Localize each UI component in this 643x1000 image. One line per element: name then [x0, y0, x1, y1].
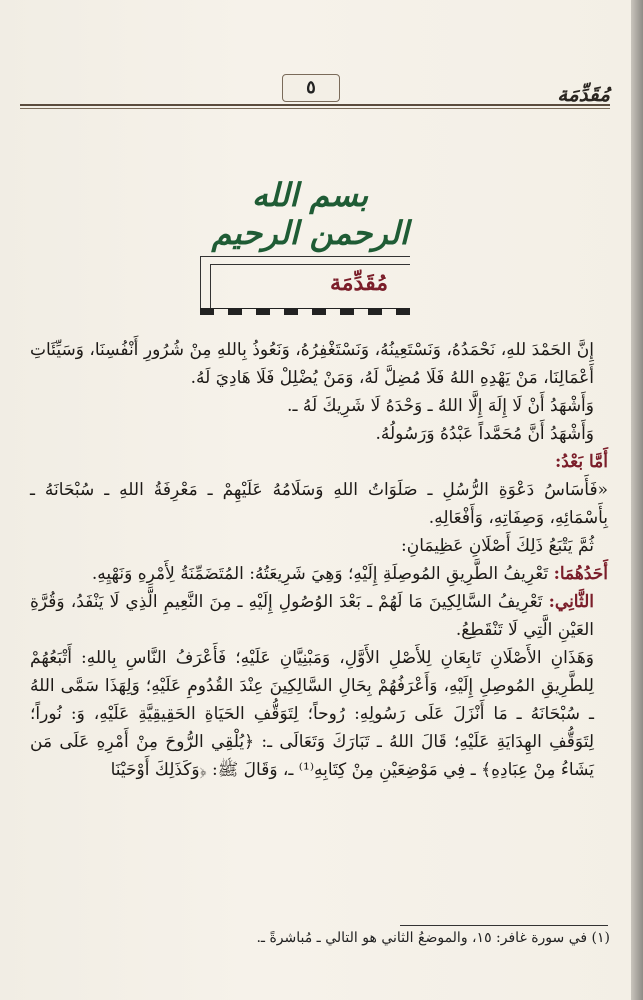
body-text: [30, 336, 608, 784]
paragraph: ثُمَّ يَتْبَعُ ذَلِكَ أَصْلَانِ عَظِيمَانِ:: [400, 536, 594, 556]
running-header: [20, 77, 610, 106]
paragraph-label: الثَّانِي:: [548, 592, 595, 612]
header-title: مُقَدِّمَة: [557, 82, 610, 106]
paragraph-label: أَحَدُهُمَا:: [553, 564, 608, 584]
paragraph: الثَّانِي: تَعْرِيفُ السَّالِكِينَ مَا لَهُمْ ـ بَعْدَ الوُصُولِ إِلَيْهِ ـ مِنَ النَّعِيمِ الَّذِي لَا يَنْفَدُ، وَقُرَّةِ العَيْنِ الَّتِي لَا تَنْقَطِعُ.: [30, 592, 595, 640]
footnote: (١) في سورة غافر: ١٥، والموضعُ الثاني هو التالي ـ مُباشرةً ـ.: [256, 930, 610, 946]
paragraph: وَأَشْهَدُ أَنْ لَا إِلَهَ إِلَّا اللهُ ـ وَحْدَهُ لَا شَرِيكَ لَهُ ـ.: [287, 396, 594, 416]
page-edge: [631, 0, 643, 1000]
paragraph: [30, 448, 608, 476]
header-rule-thin: [20, 108, 610, 109]
footnote-rule: [400, 925, 608, 926]
paragraph: وَأَشْهَدُ أَنَّ مُحَمَّداً عَبْدُهُ وَرَسُولُهُ.: [375, 424, 594, 444]
paragraph-label: أَمَّا بَعْدُ:: [554, 452, 608, 472]
paragraph: إِنَّ الحَمْدَ للهِ، نَحْمَدُهُ، وَنَسْتَعِينُهُ، وَنَسْتَغْفِرُهُ، وَنَعُوذُ بِاللهِ مِنْ شُرُورِ أَنْفُسِنَا، وَسَيِّئَاتِ أَعْمَالِنَا، مَنْ يَهْدِهِ اللهُ فَلَا مُضِلَّ لَهُ، وَمَنْ يُضْلِلْ فَلَا هَادِيَ لَهُ.: [30, 340, 594, 388]
paragraph: أَحَدُهُمَا: تَعْرِيفُ الطَّرِيقِ المُوصِلَةِ إِلَيْهِ؛ وَهِيَ شَرِيعَتُهُ: المُتَضَمِّنَةُ لِأَمْرِهِ وَنَهْيِهِ.: [91, 564, 608, 584]
paragraph: «فَأَسَاسُ دَعْوَةِ الرُّسُلِ ـ صَلَوَاتُ اللهِ وَسَلَامُهُ عَلَيْهِمْ ـ مَعْرِفَةُ اللهِ ـ سُبْحَانَهُ ـ بِأَسْمَائِهِ، وَصِفَاتِهِ، وَأَفْعَالِهِ.: [30, 480, 608, 528]
header-rule: [20, 104, 610, 106]
section-title: مُقَدِّمَة: [329, 270, 388, 296]
paragraph: وَهَذَانِ الأَصْلَانِ تَابِعَانِ لِلأَصْلِ الأَوَّلِ، وَمَبْنِيَّانِ عَلَيْهِ؛ فَأَعْرَفُ النَّاسِ بِاللهِ: أَتْبَعُهُمْ لِلطَّرِيقِ المُوصِلِ إِلَيْهِ، وَأَعْرَفُهُمْ بِحَالِ السَّالِكِينَ عِنْدَ القُدُومِ عَلَيْهِ؛ وَلِهَذَا سَمَّى اللهُ ـ سُبْحَانَهُ ـ مَا أَنْزَلَ عَلَى رَسُولِهِ: رُوحاً؛ لِتَوَقُّفِ الحَيَاةِ الحَقِيقِيَّةِ عَلَيْهِ، وَ: نُوراً؛ لِتَوَقُّفِ الهِدَايَةِ عَلَيْهِ؛ قَالَ اللهُ ـ تَبَارَكَ وَتَعَالَى ـ: ﴿يُلْقِي الرُّوحَ مِنْ أَمْرِهِ عَلَى مَن يَشَاءُ مِنْ عِبَادِهِ﴾ ـ فِي مَوْضِعَيْنِ مِنْ كِتَابِهِ⁽¹⁾ ـ، وَقَالَ ﷺ: ﴿وَكَذَلِكَ أَوْحَيْنَا: [30, 648, 594, 780]
basmala: بسم الله الرحمن الرحيم: [211, 176, 409, 252]
section-title-frame: [200, 256, 410, 316]
page-number: ٥: [282, 74, 340, 102]
